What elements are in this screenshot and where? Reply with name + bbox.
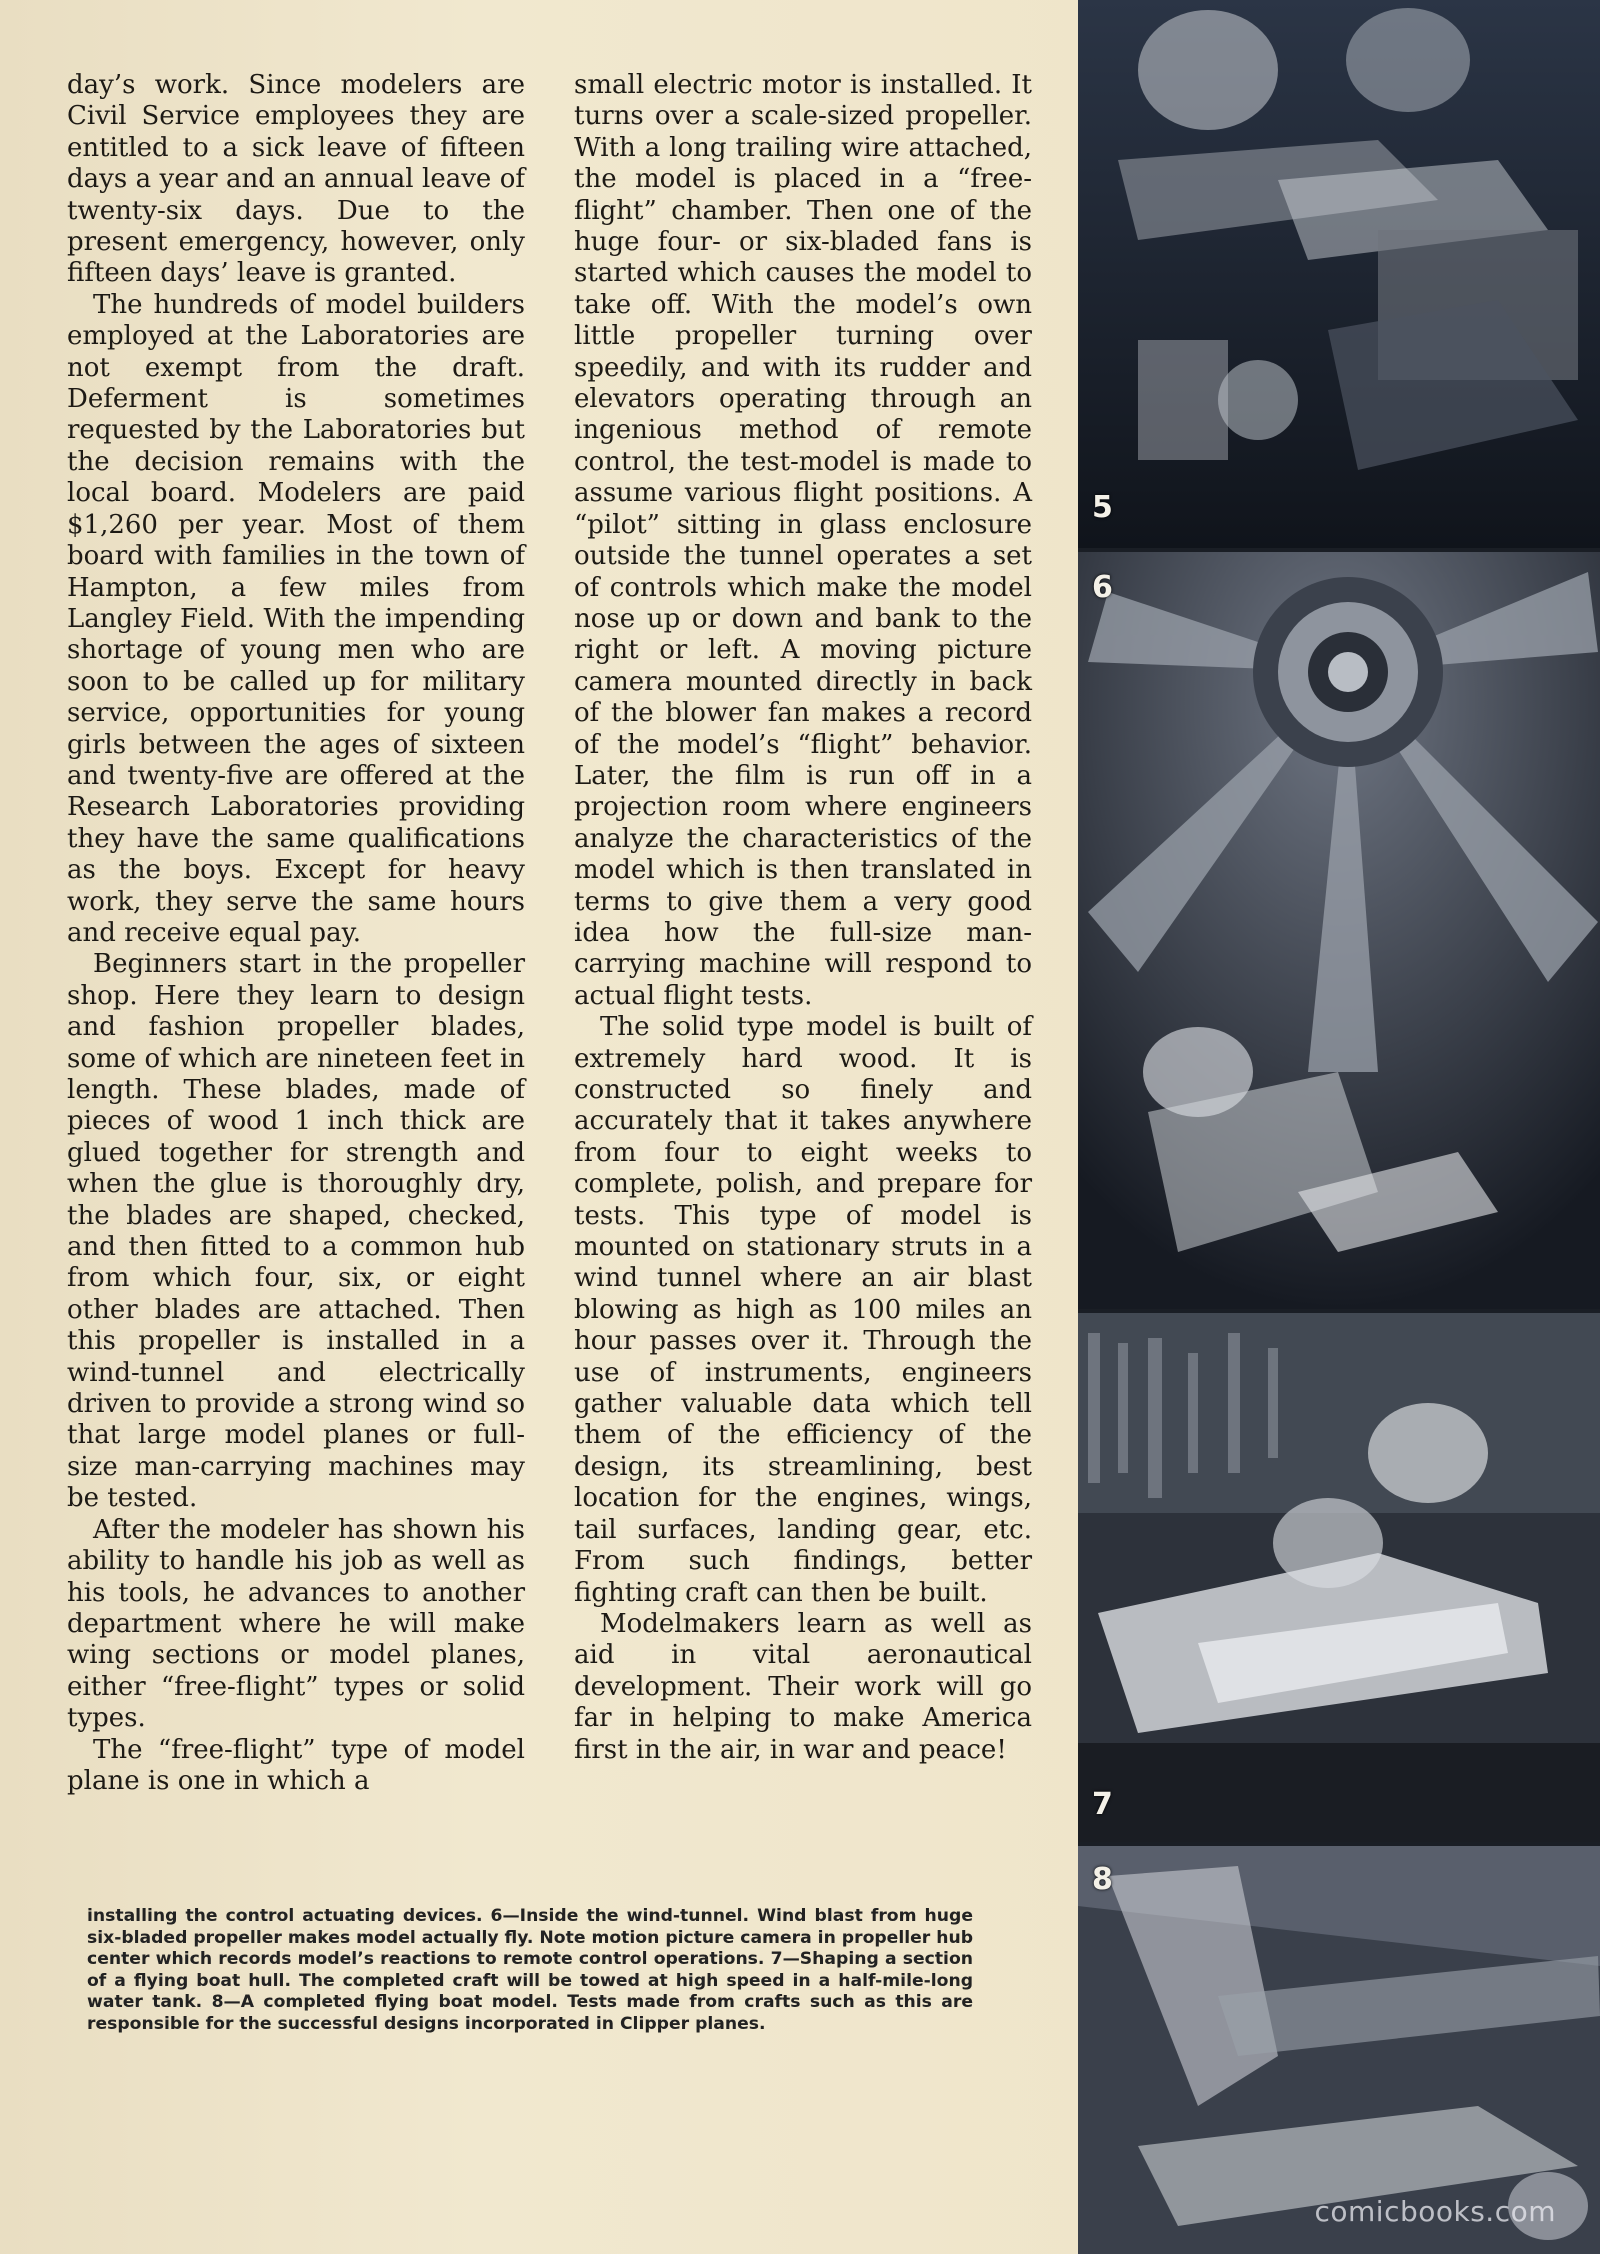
photo-5-image <box>1078 0 1600 548</box>
photo-7-image <box>1078 1313 1600 1842</box>
paragraph: The solid type model is built of extremely hard wood. It is constructed so finely and accurately that it takes anywhere from four to eight weeks to complete, polish, and prepare for tests. This type of model is mounted on stationary struts in a wind tunnel where an air blast blowing as high as 100 miles an hour passes over it. Through the use of instruments, engineers gather valuable data which tell them of the efficiency of the design, its streamlining, best location for the engines, wings, tail surfaces, landing gear, etc. From such findings, better fighting craft can then be built. <box>574 1012 1032 1608</box>
paragraph: day’s work. Since modelers are Civil Service employees they are entitled to a sick leave of fifteen days a year and an annual leave of twenty-six days. Due to the present emergency, however, only fifteen days’ leave is granted. <box>67 70 525 289</box>
paragraph: After the modeler has shown his ability to handle his job as well as his tools, he advances to another department where he will make wing sections or model planes, either “free-flight” types or solid types. <box>67 1514 525 1734</box>
photo-number: 7 <box>1092 1787 1113 1822</box>
paragraph: The “free-flight” type of model plane is one in which a <box>67 1734 525 1796</box>
paragraph: The hundreds of model builders employed at the Laboratories are not exempt from the draft. Deferment is sometimes requested by the Laboratories but the decision remains with the local board. Modelers are paid $1,260 per year. Most of them board with families in the town of Hampton, a few miles from Langley Field. With the impending shortage of young men who are soon to be called up for military service, opportunities for young girls between the ages of sixteen and twenty-five are offered at the Research Laboratories providing they have the same qualifications as the boys. Except for heavy work, they serve the same hours and receive equal pay. <box>67 289 525 948</box>
photo-flying-boat <box>1078 1846 1600 2254</box>
paragraph: small electric motor is installed. It turns over a scale-sized propeller. With a long trailing wire attached, the model is placed in a “free-flight” chamber. Then one of the huge four- or six-bladed fans is started which causes the model to take off. With the model’s own little propeller turning over speedily, and with its rudder and elevators operating through an ingenious method of remote control, the test-model is made to assume various flight positions. A “pilot” sitting in glass enclosure outside the tunnel operates a set of controls which make the model nose up or down and bank to the right or left. A moving picture camera mounted directly in back of the blower fan makes a record of the model’s “flight” behavior. Later, the film is run off in a projection room where engineers analyze the characteristics of the model which is then translated in terms to give them a very good idea how the full-size man-carrying machine will respond to actual flight tests. <box>574 70 1032 1011</box>
photo-hull-shaping <box>1078 1313 1600 1842</box>
photo-8-image <box>1078 1846 1600 2254</box>
paragraph: Beginners start in the propeller shop. Here they learn to design and fashion propeller blades, some of which are nineteen feet in length. These blades, made of pieces of wood 1 inch thick are glued together for strength and when the glue is thoroughly dry, the blades are shaped, checked, and then fitted to a common hub from which four, six, or eight other blades are attached. Then this propeller is installed in a wind-tunnel and electrically driven to provide a strong wind so that large model planes or full-size man-carrying machines may be tested. <box>67 949 525 1514</box>
photo-caption: installing the control actuating devices. 6—Inside the wind-tunnel. Wind blast from huge six-bladed propeller makes model actually fly. Note motion picture camera in propeller hub center which records model’s reactions to remote control operations. 7—Shaping a section of a flying boat hull. The completed craft will be towed at high speed in a half-mile-long water tank. 8—A completed flying boat model. Tests made from crafts such as this are responsible for the successful designs incorporated in Clipper planes. <box>87 1906 974 2034</box>
paragraph: Modelmakers learn as well as aid in vital aeronautical development. Their work will go far in helping to make America first in the air, in war and peace! <box>574 1608 1032 1765</box>
photo-number: 6 <box>1092 570 1113 605</box>
photo-propeller-shop <box>1078 0 1600 548</box>
article-column-middle <box>574 70 1032 1766</box>
photo-number: 5 <box>1092 490 1113 525</box>
article-column-left <box>67 70 525 1797</box>
photo-number: 8 <box>1092 1862 1113 1897</box>
photo-strip <box>1078 0 1600 2254</box>
photo-6-image <box>1078 552 1600 1309</box>
photo-wind-tunnel <box>1078 552 1600 1309</box>
watermark-logo: comicbooks.com <box>1314 2195 1556 2228</box>
